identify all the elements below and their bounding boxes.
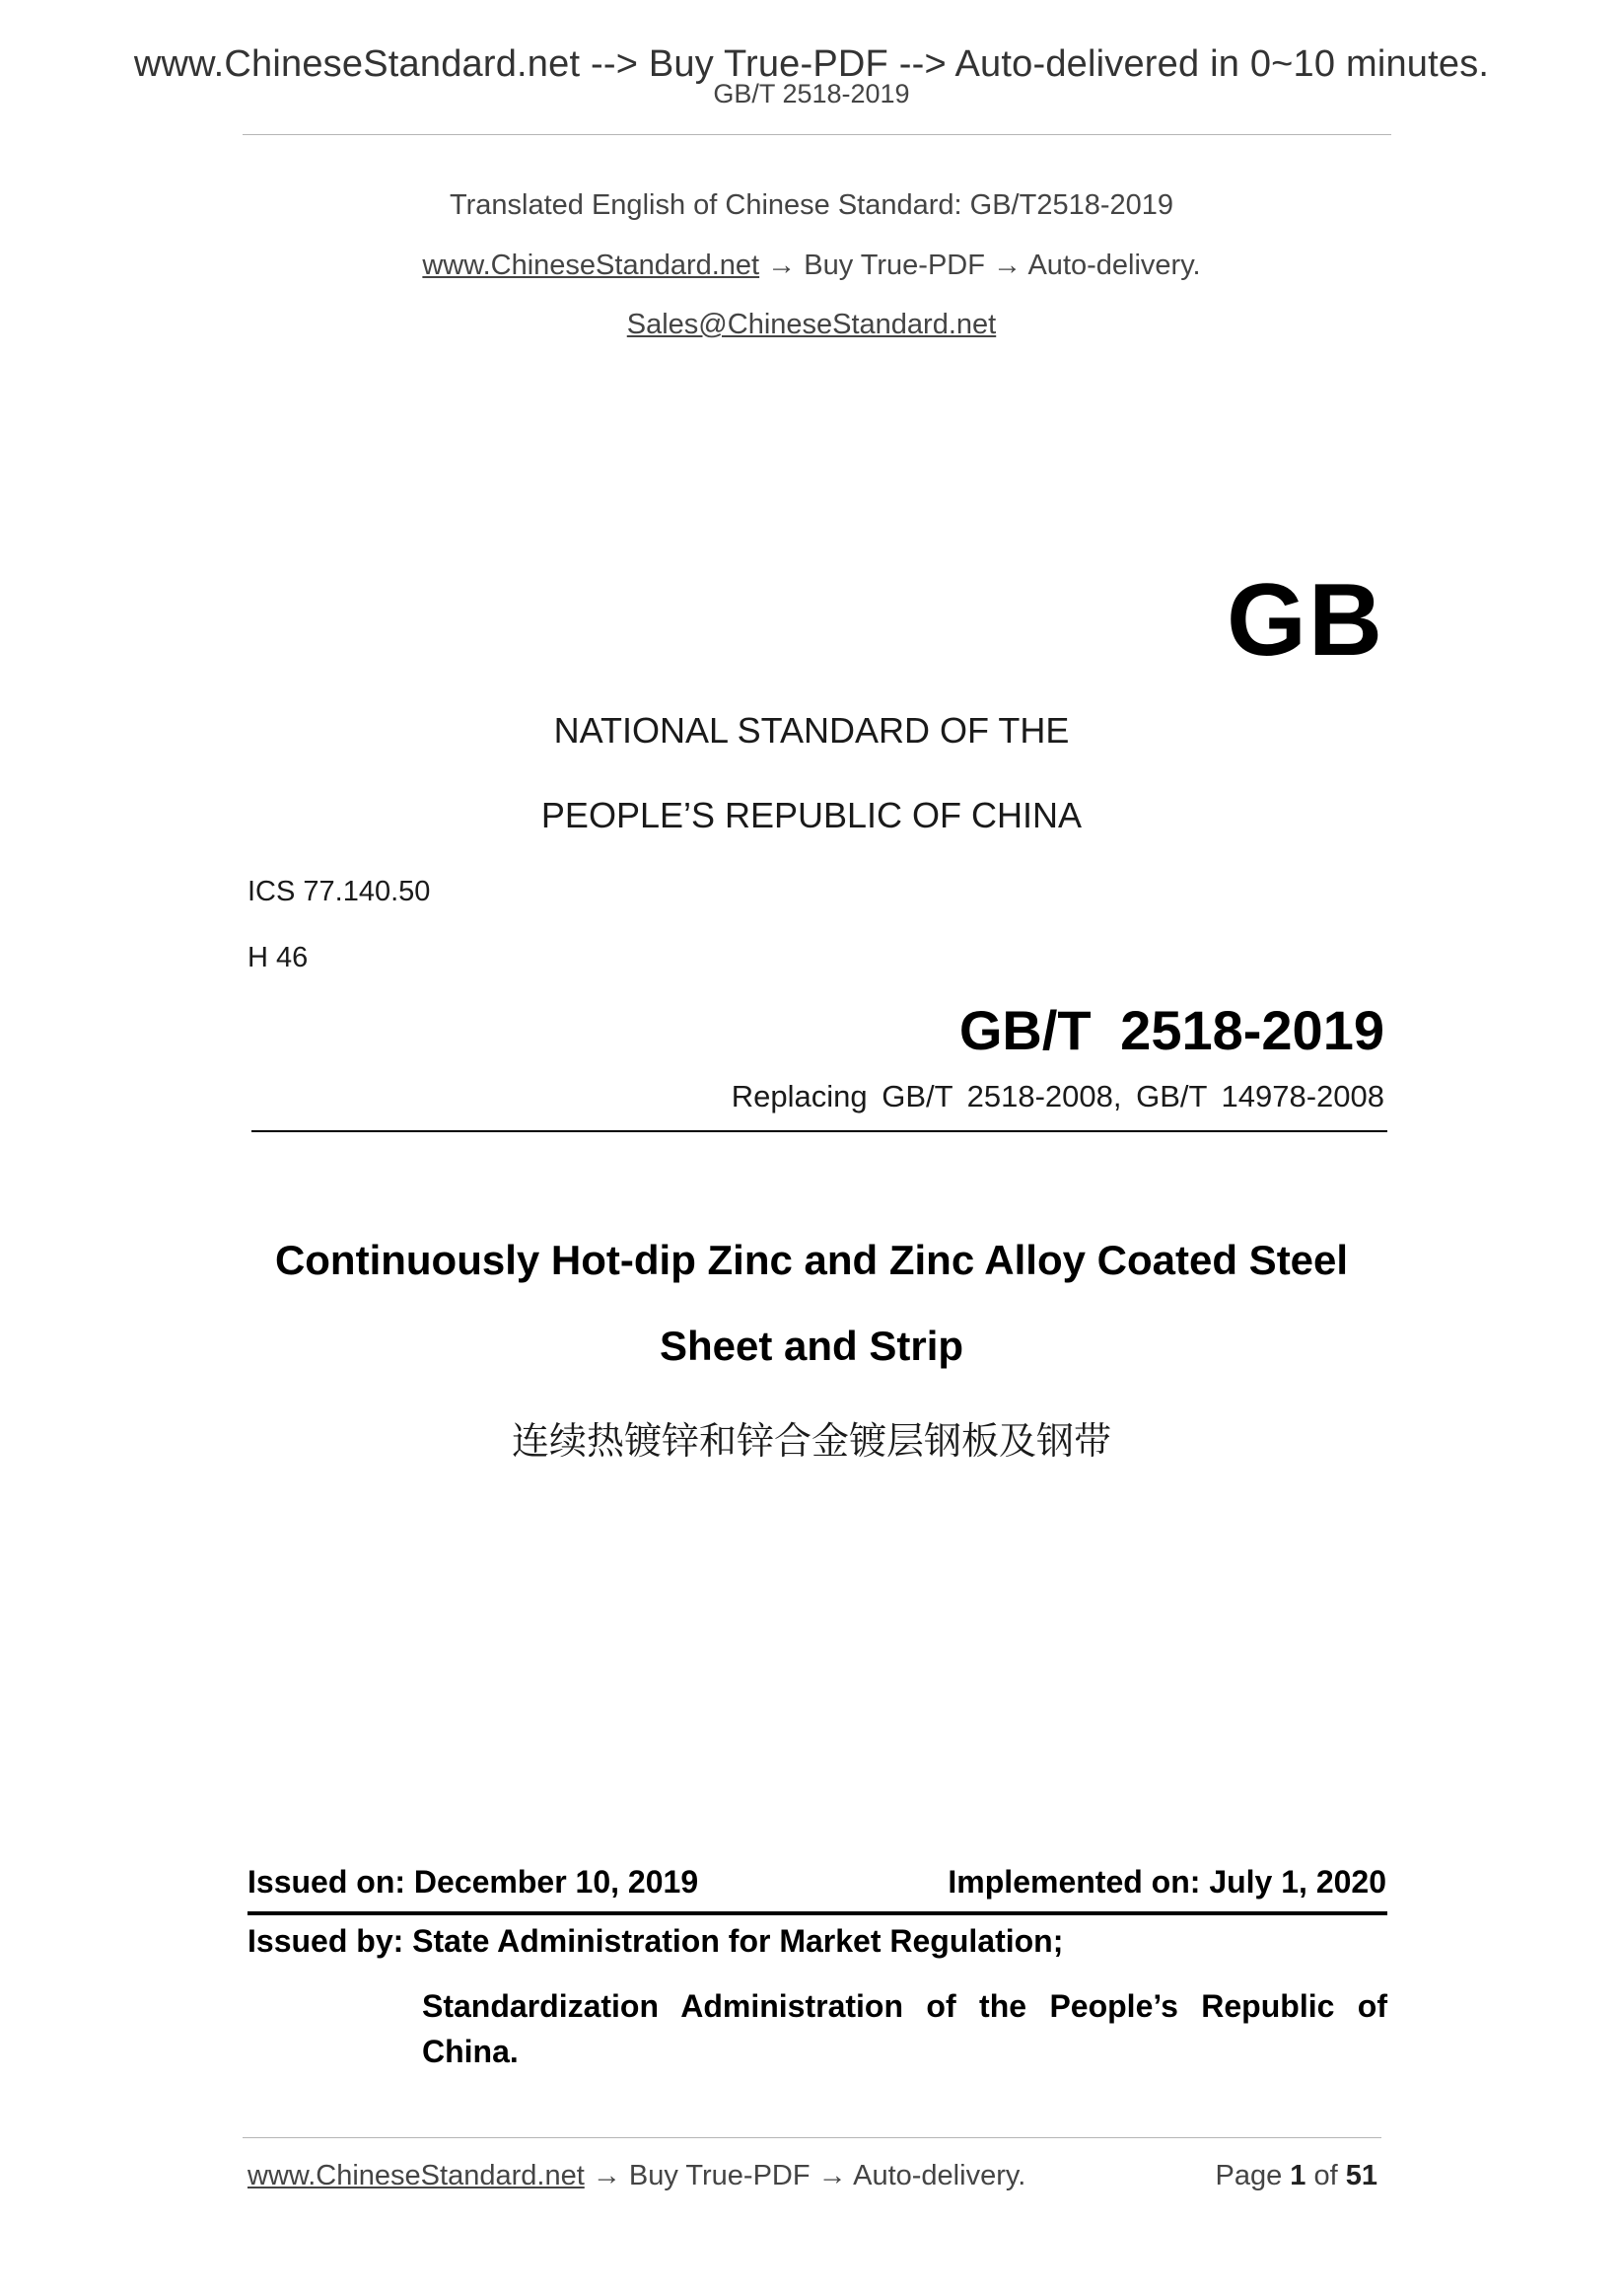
- page-number: 1: [1290, 2160, 1306, 2191]
- page-total: 51: [1345, 2160, 1377, 2191]
- gb-logo: GB: [1227, 563, 1384, 678]
- document-title-chinese: 连续热镀锌和锌合金镀层钢板及钢带: [511, 1419, 1111, 1463]
- running-header: GB/T 2518-2019: [713, 79, 910, 108]
- page-indicator: [1215, 2160, 1377, 2192]
- of-word: of: [1313, 2160, 1338, 2191]
- footer-divider: [243, 2137, 1381, 2138]
- standard-number: GB/T 2518-2019: [958, 999, 1384, 1061]
- footer-site-line: [247, 2160, 1025, 2192]
- page-word: Page: [1215, 2160, 1283, 2191]
- issue-divider: [247, 1911, 1387, 1915]
- footer-site-text: → Buy True-PDF → Auto-delivery.: [584, 2160, 1026, 2191]
- site-line: [0, 250, 1623, 282]
- second-issuer: Standardization Administration of the People’s Republic of China.: [422, 1988, 1387, 2069]
- translated-notice: Translated English of Chinese Standard: GB/T2518-2019: [449, 189, 1174, 221]
- issued-by: Issued by: State Administration for Market Regulation;: [247, 1923, 1064, 1959]
- issued-on-date: Issued on: December 10, 2019: [247, 1864, 699, 1900]
- ics-code: ICS 77.140.50: [247, 876, 431, 907]
- top-banner: www.ChineseStandard.net --> Buy True-PDF --> Auto-delivered in 0~10 minutes.: [133, 43, 1490, 85]
- document-title-line-2: Sheet and Strip: [659, 1323, 964, 1369]
- header-divider: [243, 134, 1391, 135]
- national-standard-line-1: NATIONAL STANDARD OF THE: [553, 710, 1070, 751]
- national-standard-line-2: PEOPLE’S REPUBLIC OF CHINA: [540, 795, 1083, 835]
- title-divider: [251, 1130, 1387, 1132]
- footer-site-link[interactable]: www.ChineseStandard.net: [247, 2160, 585, 2191]
- site-link[interactable]: www.ChineseStandard.net: [422, 250, 760, 281]
- document-title-line-1: Continuously Hot-dip Zinc and Zinc Alloy Coated Steel: [274, 1237, 1349, 1283]
- classification-code: H 46: [247, 942, 309, 973]
- replacing-note: Replacing GB/T 2518-2008, GB/T 14978-2008: [731, 1079, 1384, 1113]
- site-line-text: → Buy True-PDF → Auto-delivery.: [759, 250, 1201, 281]
- email-link[interactable]: Sales@ChineseStandard.net: [626, 309, 997, 340]
- implemented-on-date: Implemented on: July 1, 2020: [948, 1864, 1386, 1900]
- email-line: [0, 309, 1623, 341]
